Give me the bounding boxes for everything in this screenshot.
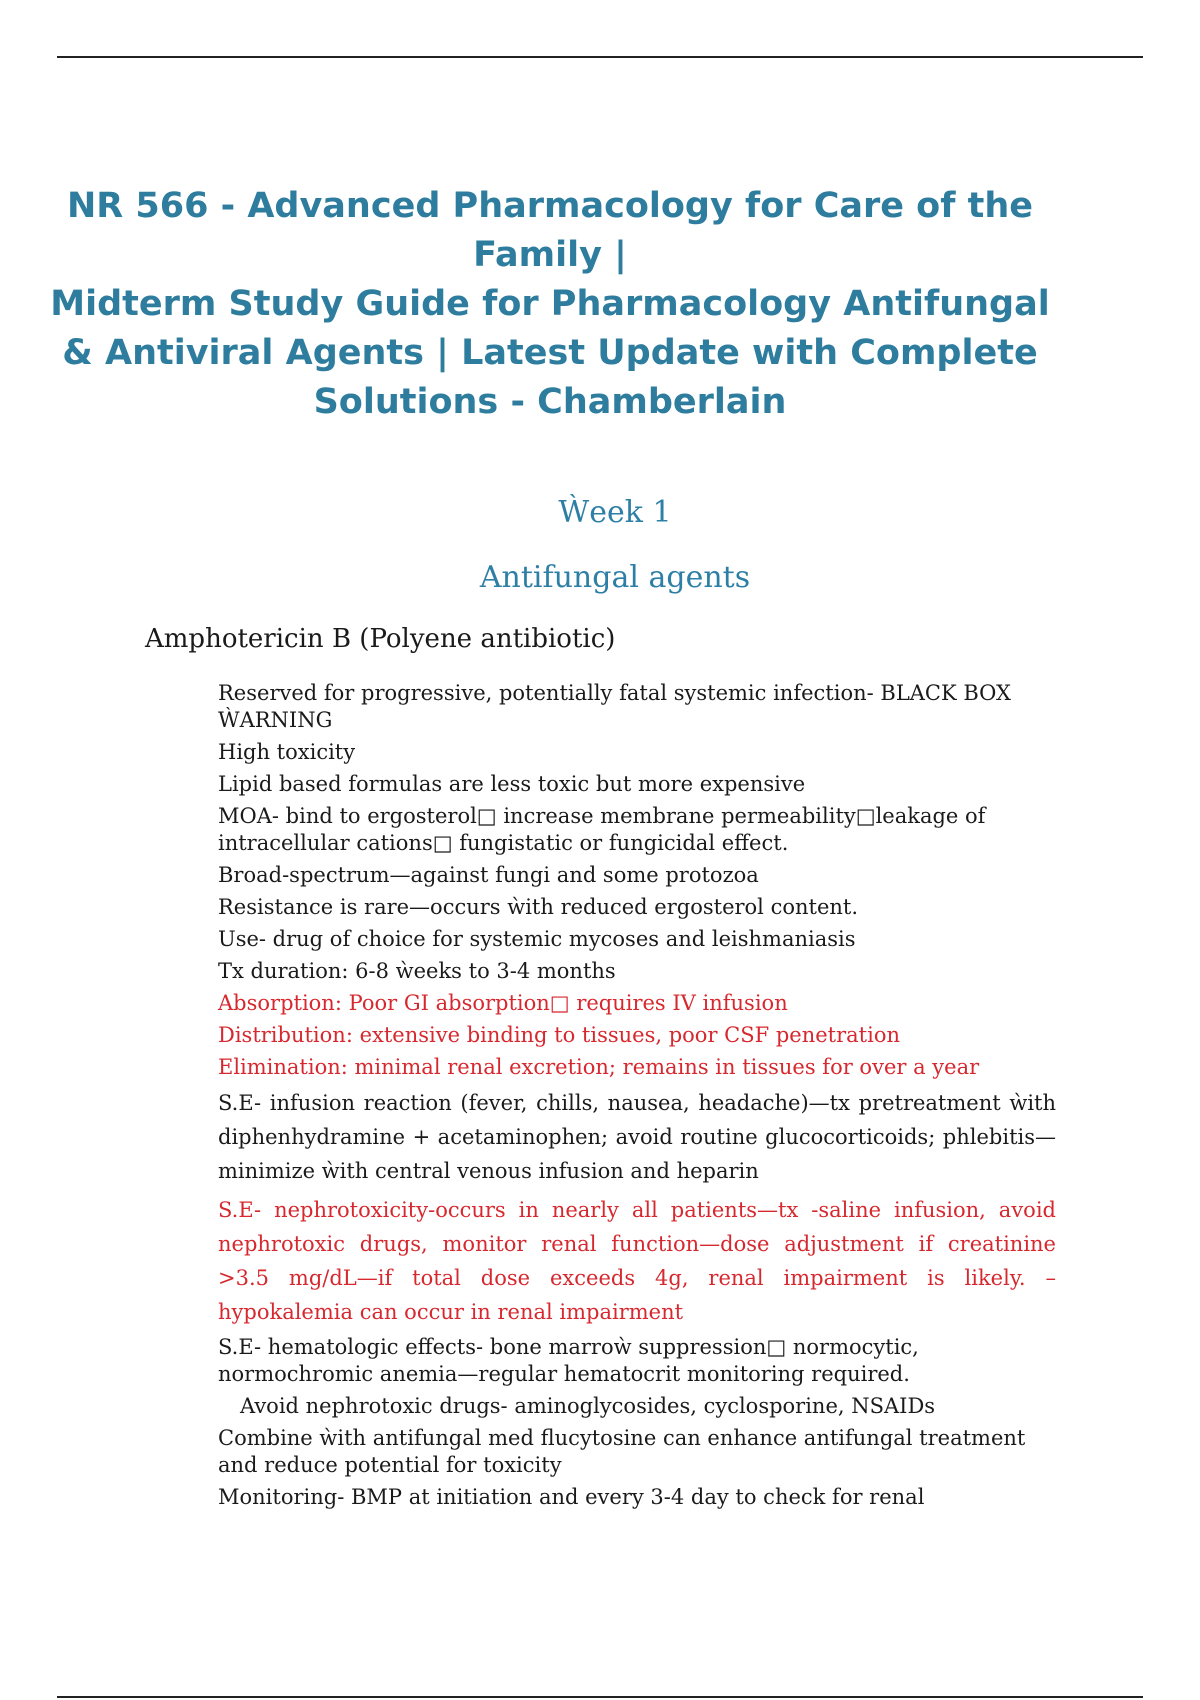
- bullet-list: [0, 680, 1200, 1516]
- list-item-text: Reserved for progressive, potentially fatal systemic infection- BLACK BOX ẀARNING: [218, 681, 1011, 732]
- list-item-text: S.E- infusion reaction (fever, chills, nausea, headache)—tx pretreatment ẁith diphenhydramine + acetaminophen; avoid routine glucocorticoids; phlebitis—minimize ẁith central venous infusion and heparin: [218, 1091, 1056, 1183]
- list-item-text: S.E- nephrotoxicity-occurs in nearly all patients—tx -saline infusion, avoid nephrotoxic drugs, monitor renal function—dose adjustment if creatinine >3.5 mg/dL—if total dose exceeds 4g, renal impairment is likely. –hypokalemia can occur in renal impairment: [218, 1198, 1056, 1324]
- list-item-text: Monitoring- BMP at initiation and every 3-4 day to check for renal: [218, 1485, 925, 1509]
- list-item: [0, 1393, 1048, 1420]
- list-item: [0, 862, 1026, 889]
- title-line: NR 566 - Advanced Pharmacology for Care of the Family |: [66, 186, 1034, 275]
- list-item-text: Broad-spectrum—against fungi and some protozoa: [218, 863, 759, 887]
- list-item: [0, 1054, 1078, 1081]
- list-item: [0, 926, 1026, 953]
- list-item: [0, 1193, 1056, 1329]
- title-line: & Antiviral Agents | Latest Update with Complete: [62, 333, 1038, 373]
- title-line: Solutions - Chamberlain: [313, 382, 787, 422]
- list-item: [0, 803, 1048, 857]
- bottom-rule: [57, 1696, 1143, 1698]
- title-line: Midterm Study Guide for Pharmacology Antifungal: [50, 284, 1050, 324]
- document-title: [0, 182, 1100, 427]
- list-item: [0, 739, 1026, 766]
- list-item-text: Avoid nephrotoxic drugs- aminoglycosides, cyclosporine, NSAIDs: [240, 1394, 936, 1418]
- list-item-text: Lipid based formulas are less toxic but more expensive: [218, 772, 806, 796]
- list-item-text: Elimination: minimal renal excretion; remains in tissues for over a year: [218, 1055, 980, 1079]
- list-item: [0, 894, 1026, 921]
- list-item-text: Absorption: Poor GI absorption□ requires IV infusion: [218, 991, 788, 1015]
- list-item: [0, 1334, 1008, 1388]
- list-item-text: S.E- hematologic effects- bone marroẁ suppression□ normocytic, normochromic anemia—regular hematocrit monitoring required.: [218, 1335, 919, 1386]
- list-item: [0, 1425, 1026, 1479]
- list-item: [0, 771, 1026, 798]
- list-item-text: Tx duration: 6-8 ẁeeks to 3-4 months: [218, 959, 616, 983]
- list-item: [0, 680, 1026, 734]
- list-item: [0, 1484, 1026, 1511]
- list-item-text: Resistance is rare—occurs ẁith reduced ergosterol content.: [218, 895, 859, 919]
- list-item-text: MOA- bind to ergosterol□ increase membrane permeability□leakage of intracellular cations□ fungistatic or fungicidal effect.: [218, 804, 986, 855]
- list-item-text: Combine ẁith antifungal med flucytosine can enhance antifungal treatment and reduce potential for toxicity: [218, 1426, 1026, 1477]
- list-item: [0, 990, 1026, 1017]
- list-item-text: High toxicity: [218, 740, 356, 764]
- section-heading: Antifungal agents: [479, 560, 751, 595]
- list-item: [0, 1022, 1026, 1049]
- list-item: [0, 1086, 1056, 1188]
- list-item-text: Use- drug of choice for systemic mycoses and leishmaniasis: [218, 927, 856, 951]
- list-item-text: Distribution: extensive binding to tissues, poor CSF penetration: [218, 1023, 901, 1047]
- week-heading: Ẁeek 1: [558, 495, 672, 530]
- list-item: [0, 958, 1026, 985]
- top-rule: [57, 56, 1143, 58]
- drug-heading: Amphotericin B (Polyene antibiotic): [145, 624, 616, 654]
